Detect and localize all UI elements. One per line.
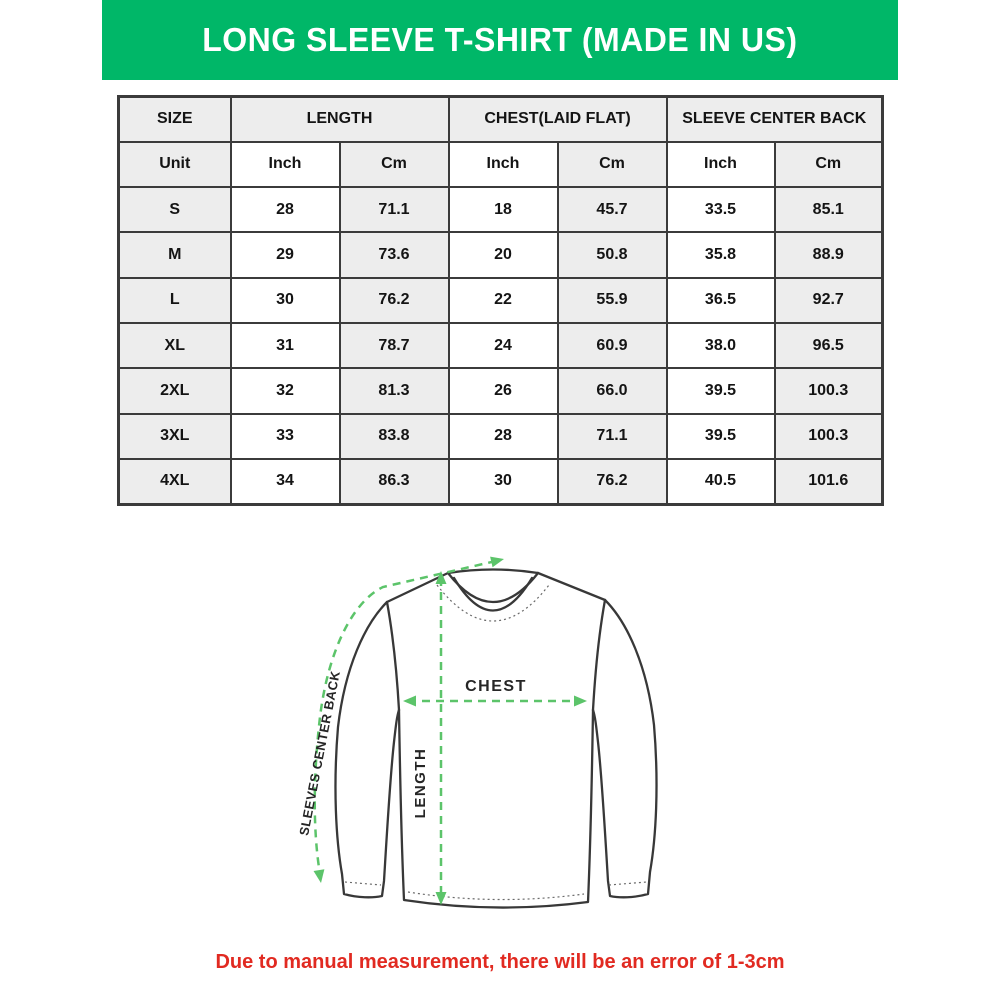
table-cell: 20 [449, 232, 558, 277]
table-cell: 81.3 [340, 368, 449, 413]
table-cell: 86.3 [340, 459, 449, 504]
table-cell: 101.6 [775, 459, 883, 504]
table-cell: 60.9 [558, 323, 667, 368]
table-cell: 26 [449, 368, 558, 413]
size-cell: 4XL [119, 459, 231, 504]
table-row [119, 323, 883, 368]
sleeve-arrow-right-icon [490, 554, 505, 568]
size-cell: M [119, 232, 231, 277]
table-row [119, 368, 883, 413]
table-cell: 33 [231, 414, 340, 459]
table-cell: 18 [449, 187, 558, 232]
table-cell: 22 [449, 278, 558, 323]
table-cell: 32 [231, 368, 340, 413]
table-cell: 29 [231, 232, 340, 277]
chest-label: CHEST [465, 678, 527, 695]
table-cell: 30 [449, 459, 558, 504]
table-cell: 50.8 [558, 232, 667, 277]
table-cell: 66.0 [558, 368, 667, 413]
table-cell: 35.8 [667, 232, 775, 277]
table-cell: 88.9 [775, 232, 883, 277]
unit-cell: Inch [667, 142, 775, 187]
size-table [117, 95, 884, 506]
table-row [119, 232, 883, 277]
table-cell: 39.5 [667, 414, 775, 459]
left-cuff-stitch [345, 882, 381, 885]
table-cell: 92.7 [775, 278, 883, 323]
table-cell: 30 [231, 278, 340, 323]
header-cell-length: LENGTH [231, 97, 449, 142]
unit-cell: Cm [558, 142, 667, 187]
left-armhole-seam [387, 602, 399, 710]
table-row [119, 459, 883, 504]
table-header-row [119, 97, 883, 142]
table-cell: 38.0 [667, 323, 775, 368]
unit-row [119, 142, 883, 187]
sleeves-center-back-label: SLEEVES CENTER BACK [296, 669, 343, 837]
table-cell: 71.1 [340, 187, 449, 232]
table-cell: 78.7 [340, 323, 449, 368]
table-cell: 24 [449, 323, 558, 368]
tshirt-diagram-svg [280, 540, 720, 940]
header-cell-chest: CHEST(LAID FLAT) [449, 97, 667, 142]
table-cell: 71.1 [558, 414, 667, 459]
unit-label-cell: Unit [119, 142, 231, 187]
header-cell-sleeve: SLEEVE CENTER BACK [667, 97, 883, 142]
tshirt-measurement-diagram [280, 540, 720, 940]
measurement-error-note: Due to manual measurement, there will be an error of 1-3cm [215, 951, 785, 973]
size-cell: 3XL [119, 414, 231, 459]
table-cell: 83.8 [340, 414, 449, 459]
right-sleeve-outline [593, 600, 657, 897]
table-cell: 34 [231, 459, 340, 504]
right-cuff-stitch [609, 882, 647, 885]
table-cell: 85.1 [775, 187, 883, 232]
table-cell: 31 [231, 323, 340, 368]
size-cell: L [119, 278, 231, 323]
chest-arrow-right-icon [574, 696, 587, 707]
table-cell: 45.7 [558, 187, 667, 232]
right-armhole-seam [593, 600, 605, 710]
title-banner [102, 0, 898, 80]
left-sleeve-outline [335, 602, 399, 897]
size-cell: XL [119, 323, 231, 368]
collar-inner-line [454, 578, 532, 611]
size-cell: 2XL [119, 368, 231, 413]
chest-arrow-left-icon [403, 696, 416, 707]
table-row [119, 414, 883, 459]
table-cell: 55.9 [558, 278, 667, 323]
table-cell: 76.2 [340, 278, 449, 323]
table-cell: 76.2 [558, 459, 667, 504]
table-cell: 96.5 [775, 323, 883, 368]
table-cell: 100.3 [775, 368, 883, 413]
table-row [119, 187, 883, 232]
table-cell: 28 [231, 187, 340, 232]
unit-cell: Inch [231, 142, 340, 187]
table-cell: 33.5 [667, 187, 775, 232]
table-cell: 36.5 [667, 278, 775, 323]
unit-cell: Cm [340, 142, 449, 187]
table-cell: 28 [449, 414, 558, 459]
hem-stitch-line [408, 892, 584, 900]
header-cell-size: SIZE [119, 97, 231, 142]
table-row [119, 278, 883, 323]
table-cell: 39.5 [667, 368, 775, 413]
table-cell: 73.6 [340, 232, 449, 277]
page-title: LONG SLEEVE T-SHIRT (MADE IN US) [202, 21, 798, 58]
sleeve-arrow-down-icon [314, 869, 327, 884]
unit-cell: Cm [775, 142, 883, 187]
table-cell: 100.3 [775, 414, 883, 459]
length-label: LENGTH [412, 747, 429, 819]
size-cell: S [119, 187, 231, 232]
unit-cell: Inch [449, 142, 558, 187]
table-cell: 40.5 [667, 459, 775, 504]
sleeve-center-back-arrow-line [315, 561, 496, 874]
